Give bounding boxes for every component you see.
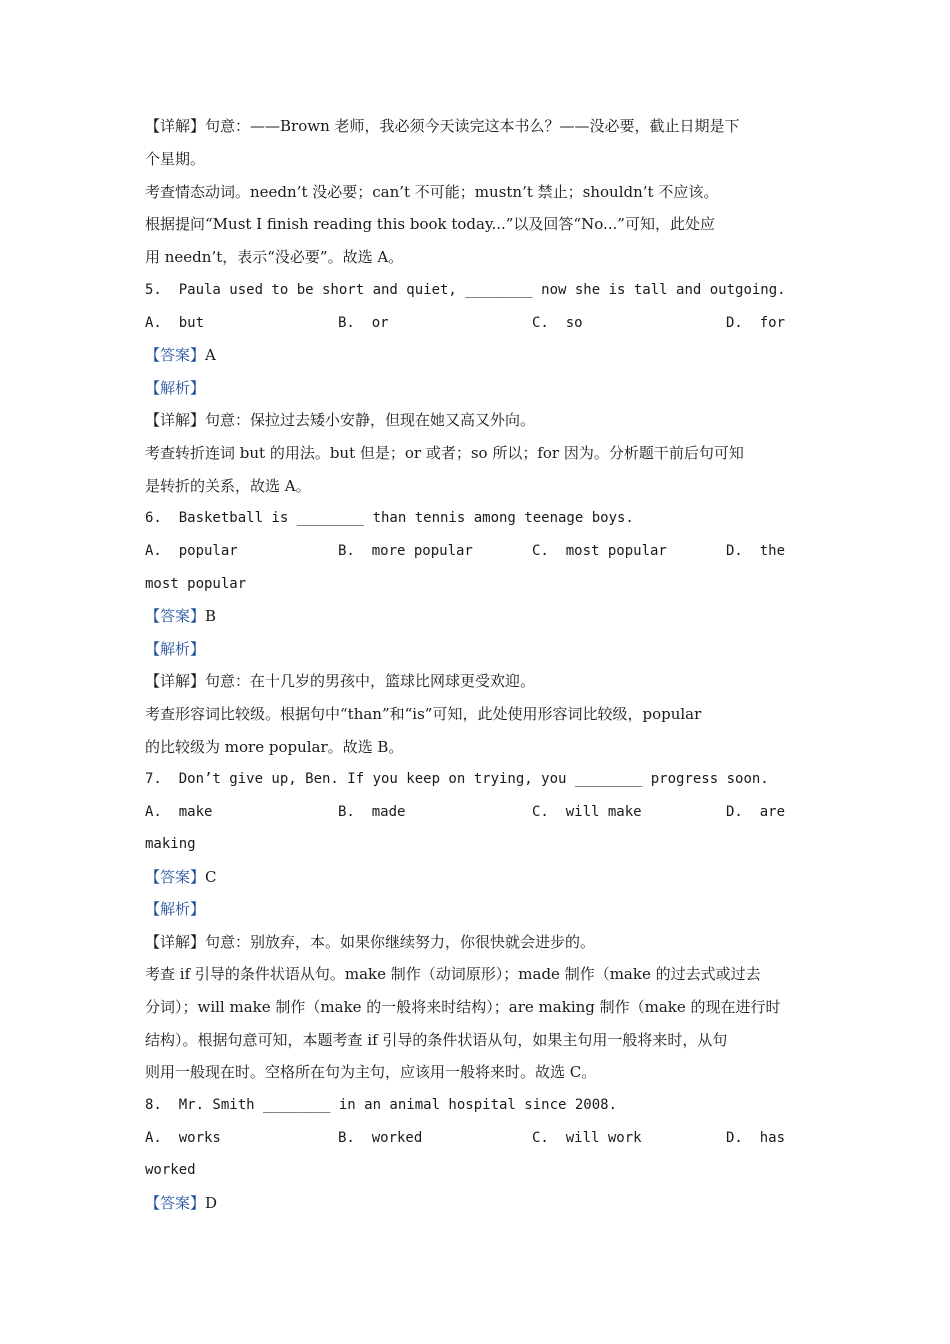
question-stem: 6. Basketball is ________ than tennis among teenage boys. [145,510,634,526]
option-b: B. worked [338,1130,423,1146]
option-a: A. works [145,1130,221,1146]
detail-line: 分词）；will make 制作（make 的一般将来时结构）；are making 制作（make 的现在进行时 [145,998,781,1016]
option-c: C. most popular [532,543,667,559]
analysis-tag: 【解析】 [145,379,206,397]
detail-line: 个星期。 [145,150,206,168]
detail-line: 【详解】句意：在十几岁的男孩中，篮球比网球更受欢迎。 [145,672,536,690]
option-c: C. will make [532,804,642,820]
answer-tag: 【答案】 [145,868,206,886]
analysis-tag: 【解析】 [145,900,206,918]
detail-line: 则用一般现在时。空格所在句为主句，应该用一般将来时。故选 C。 [145,1063,597,1081]
answer-line [145,1193,217,1213]
option-c: C. will work [532,1130,642,1146]
question-stem: 8. Mr. Smith ________ in an animal hospital since 2008. [145,1097,618,1113]
option-a: A. make [145,804,213,820]
option-d-wrap: most popular [145,576,247,592]
option-a: A. but [145,315,205,331]
answer-tag: 【答案】 [145,607,206,625]
answer-value: D [205,1194,218,1212]
answer-value: C [205,868,217,886]
detail-line: 用 needn’t，表示“没必要”。故选 A。 [145,248,404,266]
option-b: B. more popular [338,543,473,559]
option-b: B. or [338,315,389,331]
detail-line: 【详解】句意：保拉过去矮小安静，但现在她又高又外向。 [145,411,536,429]
detail-line: 是转折的关系，故选 A。 [145,477,311,495]
detail-line: 考查转折连词 but 的用法。but 但是；or 或者；so 所以；for 因为。分析题干前后句可知 [145,444,744,462]
option-d: D. has [726,1130,786,1146]
question-stem: 5. Paula used to be short and quiet, ________ now she is tall and outgoing. [145,282,786,298]
option-d: D. the [726,543,786,559]
detail-line: 考查情态动词。needn’t 没必要；can’t 不可能；mustn’t 禁止；shouldn’t 不应该。 [145,183,719,201]
detail-line: 的比较级为 more popular。故选 B。 [145,738,404,756]
analysis-tag: 【解析】 [145,640,206,658]
answer-line [145,867,217,887]
option-d: D. for [726,315,786,331]
detail-line: 【详解】句意：别放弃，本。如果你继续努力，你很快就会进步的。 [145,933,596,951]
detail-line: 结构）。根据句意可知，本题考查 if 引导的条件状语从句，如果主句用一般将来时，从句 [145,1031,728,1049]
option-b: B. made [338,804,406,820]
detail-line: 根据提问“Must I finish reading this book today...”以及回答“No...”可知，此处应 [145,215,715,233]
answer-tag: 【答案】 [145,1194,206,1212]
option-d-wrap: making [145,836,196,852]
question-stem: 7. Don’t give up, Ben. If you keep on trying, you ________ progress soon. [145,771,769,787]
option-d: D. are [726,804,786,820]
detail-line: 考查 if 引导的条件状语从句。make 制作（动词原形）；made 制作（make 的过去式或过去 [145,965,761,983]
answer-tag: 【答案】 [145,346,206,364]
answer-value: B [205,607,217,625]
option-c: C. so [532,315,583,331]
option-a: A. popular [145,543,238,559]
answer-value: A [205,346,216,364]
detail-line: 【详解】句意：——Brown 老师，我必须今天读完这本书么？——没必要，截止日期是下 [145,117,740,135]
option-d-wrap: worked [145,1162,196,1178]
answer-line [145,345,216,365]
answer-line [145,606,216,626]
detail-line: 考查形容词比较级。根据句中“than”和“is”可知，此处使用形容词比较级，popular [145,705,702,723]
